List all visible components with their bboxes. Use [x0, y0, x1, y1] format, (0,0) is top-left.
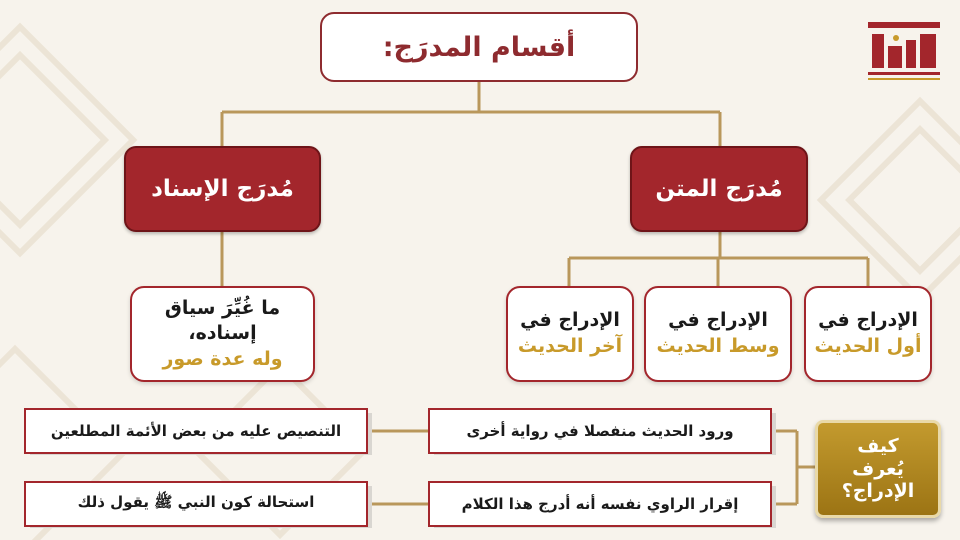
matn-type-beginning: [804, 286, 932, 382]
logo-emblem-icon: [866, 20, 942, 86]
matn-type-middle: [644, 286, 792, 382]
method-impossibility: استحالة كون النبي ﷺ يقول ذلك: [24, 481, 368, 527]
isnad-line-2: إسناده،: [188, 322, 257, 345]
how-line-3: الإدراج؟: [841, 480, 915, 503]
isnad-line-3: وله عدة صور: [162, 347, 283, 370]
method-imam-statement: التنصيص عليه من بعض الأئمة المطلعين: [24, 408, 368, 454]
isnad-line-1: ما غُيِّرَ سياق: [164, 296, 281, 319]
isnad-description: [130, 286, 315, 382]
how-line-1: كيف: [857, 434, 899, 457]
matn-type-line-1: الإدراج في: [818, 309, 918, 332]
method-narrator-admission: إقرار الراوي نفسه أنه أدرج هذا الكلام: [428, 481, 772, 527]
how-to-know-box: [815, 420, 941, 518]
matn-type-line-2: أول الحديث: [814, 335, 922, 357]
category-isnad: مُدرَج الإسناد: [124, 146, 321, 232]
matn-type-line-1: الإدراج في: [668, 309, 768, 332]
diagram-title: أقسام المدرَج:: [320, 12, 638, 82]
category-matn: مُدرَج المتن: [630, 146, 808, 232]
matn-type-line-2: آخر الحديث: [517, 335, 623, 357]
matn-type-end: [506, 286, 634, 382]
matn-type-line-1: الإدراج في: [520, 309, 620, 332]
matn-type-line-2: وسط الحديث: [656, 335, 780, 357]
method-separate-narration: ورود الحديث منفصلا في رواية أخرى: [428, 408, 772, 454]
how-line-2: يُعرف: [852, 457, 904, 480]
logo: [866, 20, 942, 86]
